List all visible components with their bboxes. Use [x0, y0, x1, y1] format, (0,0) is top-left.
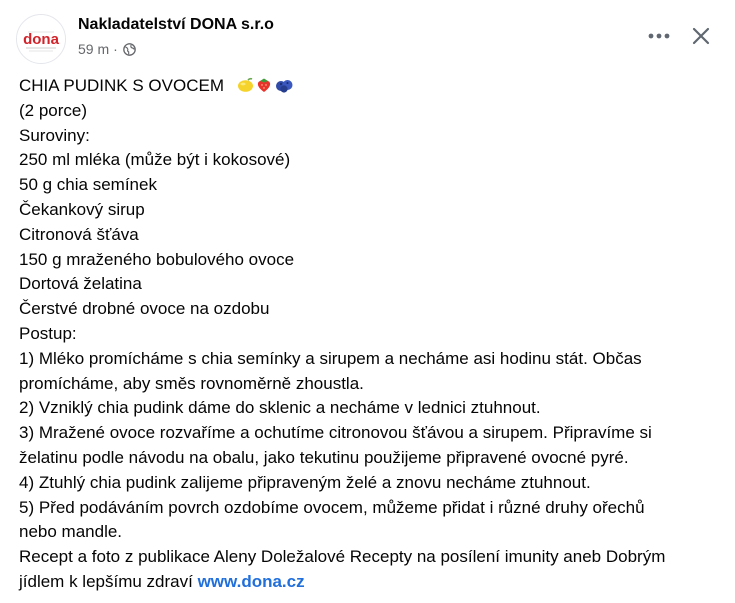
post-body: [19, 74, 724, 595]
dona-website-link[interactable]: www.dona.cz: [197, 571, 305, 591]
step-line: promícháme, aby směs rovnoměrně zhoustla.: [19, 373, 364, 393]
page-avatar[interactable]: [16, 14, 66, 64]
fruit-emojis: [237, 77, 296, 93]
logo-text: dona: [23, 31, 59, 48]
credit-line: Recept a foto z publikace Aleny Doležalové Recepty na posílení imunity aneb Dobrým: [19, 547, 666, 567]
post-timestamp[interactable]: 59 m: [78, 41, 110, 57]
post-header: [16, 12, 719, 64]
blueberries-emoji: [274, 77, 294, 93]
ingredient-item: Čerstvé drobné ovoce na ozdobu: [19, 299, 270, 319]
portions: (2 porce): [19, 100, 88, 120]
globe-icon[interactable]: [123, 43, 136, 56]
recipe-title-line: [19, 74, 724, 99]
strawberry-emoji: [256, 77, 272, 93]
close-button[interactable]: [683, 18, 719, 54]
ingredient-item: 250 ml mléka (může být i kokosové): [19, 150, 291, 170]
close-icon: [691, 26, 711, 46]
credit-text: jídlem k lepšímu zdraví: [19, 571, 198, 591]
more-horizontal-icon: [648, 33, 670, 39]
meta-separator: ·: [113, 41, 118, 57]
step-line: 4) Ztuhlý chia pudink zalijeme připraveným želé a znovu necháme ztuhnout.: [19, 472, 591, 492]
step-line: 3) Mražené ovoce rozvaříme a ochutíme citronovou šťávou a sirupem. Připravíme si: [19, 423, 652, 443]
credit-line-with-link: [19, 570, 724, 595]
ingredient-item: Citronová šťáva: [19, 224, 139, 244]
step-line: nebo mandle.: [19, 522, 123, 542]
step-line: 5) Před podáváním povrch ozdobíme ovocem, můžeme přidat i různé druhy ořechů: [19, 497, 645, 517]
step-line: 2) Vzniklý chia pudink dáme do sklenic a necháme v lednici ztuhnout.: [19, 398, 541, 418]
steps-heading: Postup:: [19, 323, 77, 343]
step-line: želatinu podle návodu na obalu, jako tekutinu použijeme připravené ovocné pyré.: [19, 447, 629, 467]
lemon-emoji: [237, 77, 254, 93]
ingredient-item: 50 g chia semínek: [19, 175, 157, 195]
dona-logo: [17, 15, 65, 63]
ingredients-heading: Suroviny:: [19, 125, 90, 145]
step-line: 1) Mléko promícháme s chia semínky a sirupem a necháme asi hodinu stát. Občas: [19, 348, 642, 368]
more-options-button[interactable]: [641, 18, 677, 54]
page-name[interactable]: Nakladatelství DONA s.r.o: [78, 16, 274, 33]
ingredient-item: 150 g mraženého bobulového ovoce: [19, 249, 295, 269]
ingredient-item: Čekankový sirup: [19, 199, 145, 219]
ingredient-item: Dortová želatina: [19, 274, 142, 294]
recipe-title: CHIA PUDINK S OVOCEM: [19, 76, 224, 95]
post-meta: [78, 41, 136, 57]
post-actions: [635, 18, 719, 54]
